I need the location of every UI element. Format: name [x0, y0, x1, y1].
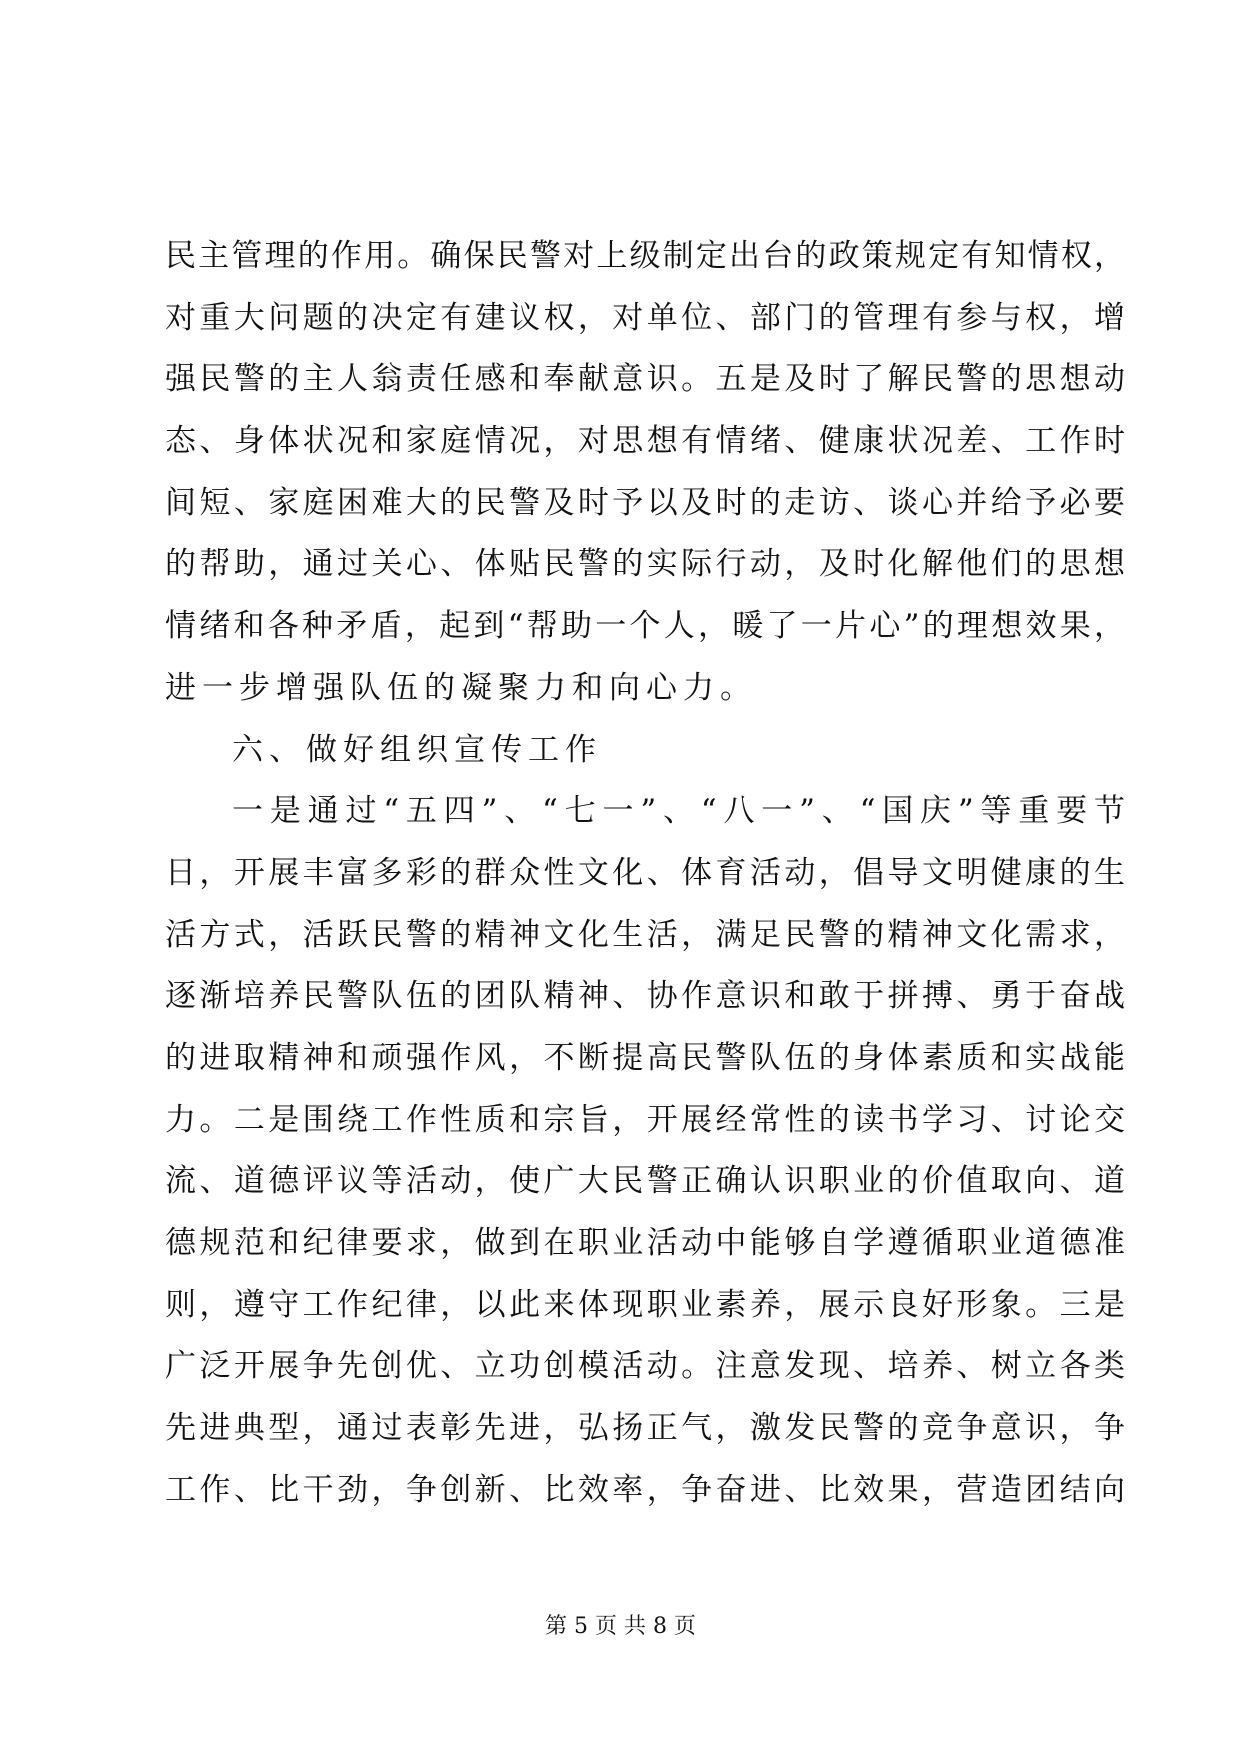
text-line-2: 对重大问题的决定有建议权，对单位、部门的管理有参与权，增	[165, 299, 1125, 336]
text-line-6: 的帮助，通过关心、体贴民警的实际行动，及时化解他们的思想	[165, 546, 1125, 583]
text-line-14: 的进取精神和顽强作风，不断提高民警队伍的身体素质和实战能	[165, 1039, 1125, 1076]
text-line-3: 强民警的主人翁责任感和奉献意识。五是及时了解民警的思想动	[165, 361, 1125, 398]
text-line-19: 广泛开展争先创优、立功创模活动。注意发现、培养、树立各类	[165, 1348, 1125, 1385]
text-line-8: 进一步增强队伍的凝聚力和向心力。	[165, 669, 757, 706]
text-line-17: 德规范和纪律要求，做到在职业活动中能够自学遵循职业道德准	[165, 1225, 1125, 1261]
section-heading: 六、做好组织宣传工作	[232, 731, 602, 768]
text-line-16: 流、道德评议等活动，使广大民警正确认识职业的价值取向、道	[165, 1163, 1125, 1200]
page-number-footer: 第 5 页 共 8 页	[545, 1614, 696, 1639]
text-line-21: 工作、比干劲，争创新、比效率，争奋进、比效果，营造团结向	[165, 1471, 1125, 1508]
text-line-7: 情绪和各种矛盾，起到“帮助一个人，暖了一片心”的理想效果，	[165, 608, 1125, 645]
text-line-13: 逐渐培养民警队伍的团队精神、协作意识和敢于拼搏、勇于奋战	[165, 978, 1125, 1015]
text-line-20: 先进典型，通过表彰先进，弘扬正气，激发民警的竞争意识，争	[165, 1410, 1125, 1447]
body-text	[165, 226, 1125, 1521]
text-line-1: 民主管理的作用。确保民警对上级制定出台的政策规定有知情权，	[165, 238, 1125, 274]
text-line-10: 一是通过“五四”、“七一”、“八一”、“国庆”等重要节	[232, 793, 1125, 830]
text-line-12: 活方式，活跃民警的精神文化生活，满足民警的精神文化需求，	[165, 916, 1125, 953]
text-line-11: 日，开展丰富多彩的群众性文化、体育活动，倡导文明健康的生	[165, 854, 1125, 891]
text-line-15: 力。二是围绕工作性质和宗旨，开展经常性的读书学习、讨论交	[165, 1101, 1125, 1138]
text-line-18: 则，遵守工作纪律，以此来体现职业素养，展示良好形象。三是	[165, 1286, 1125, 1323]
text-line-4: 态、身体状况和家庭情况，对思想有情绪、健康状况差、工作时	[165, 423, 1125, 460]
text-line-5: 间短、家庭困难大的民警及时予以及时的走访、谈心并给予必要	[165, 484, 1125, 521]
